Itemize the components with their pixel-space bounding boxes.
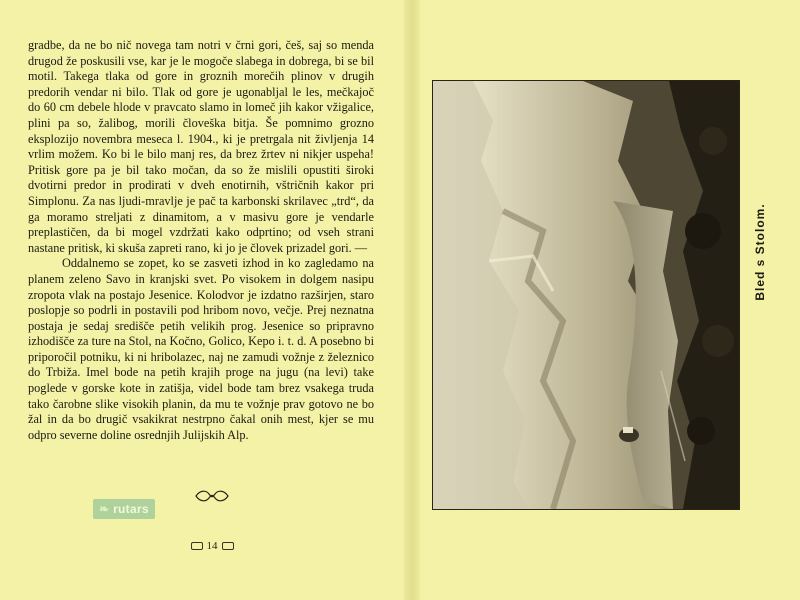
book-gutter bbox=[404, 0, 420, 600]
landscape-photo bbox=[432, 80, 740, 510]
scroll-ornament-icon bbox=[192, 489, 232, 503]
paragraph-2: Oddalnemo se zopet, ko se zasveti izhod in ko zagledamo na planem zeleno Savo in kranjski svet. Po visokem in dolgem nasipu zropota vlak na postajo Jesenice. Kolodvor je izdatno razširjen, staro poslopje so podrli in postavili pod hribom novo, večje. Prej neznatna postaja je sedaj središče petih velikih prog. Jesenice so pripravno izhodišče za ture na Stol, na Kočno, Golico, Kepo i. t. d. A posebno bi priporočil potniku, ki ni hribolazec, naj ne zamudi vožnje z železnico do Trbiža. Imel bode na petih krajih proge na jugu (na levi) take poglede v gorske kote in zatišja, videl bode tam brez vsakega truda tako čarobne slike visokih planin, da mu te vožnje prav gotovo ne bo žal in da bo drugič vsakikrat nestrpno čakal onih mest, kjer se mu odpro severne doline osrednjih Julijskih Alp. bbox=[28, 256, 374, 442]
watermark-badge bbox=[93, 499, 155, 519]
left-page-text bbox=[28, 38, 374, 443]
leaf-logo-icon: ❧ bbox=[99, 502, 110, 516]
page-number-value: 14 bbox=[206, 540, 218, 552]
watermark-text: rutars bbox=[113, 502, 149, 516]
photo-caption-text: Bled s Stolom. bbox=[753, 203, 767, 301]
photo-caption bbox=[747, 172, 773, 332]
bled-landscape-image bbox=[433, 81, 739, 509]
page-number-right-ornament-icon bbox=[222, 542, 234, 550]
page-number-left-ornament-icon bbox=[191, 542, 203, 550]
paragraph-1: gradbe, da ne bo nič novega tam notri v črni gori, češ, saj so menda drugod že poskusili vse, kar je le mogoče slabega in dobrega, bi se bil motil. Takega tlaka od gore in groznih morečih plinov v drugih predorih vendar ni bilo. Tlak od gore je ugonabljal le les, mečkajoč do 60 cm debele hlode v pravcato slamo in lomeč jih kakor vžigalice, plini pa so, žalibog, morili človeška bitja. Še pomnimo grozno eksplozijo novembra meseca l. 1904., ki je pretrgala nit življenja 14 vrlim možem. Ko bi le bilo manj res, da brez žrtev ni nikjer uspeha! Pritisk gore pa je bil tako močan, da so že mislili opustiti široki dvotirni predor in prodirati v dveh enotirnih, vštričnih kakor pri Simplonu. Za nas ljudi-mravlje je pač ta karbonski skrilavec „trd“, da ga moramo streljati z dinamitom, a v masivu gore je vendarle preplastičen, da bi mogel vzdržati kako odprtino; od vseh strani nastane pritisk, ki skuša zapreti rano, ki jo je človek prizadel gori. — bbox=[28, 38, 374, 255]
page-number bbox=[172, 540, 252, 552]
